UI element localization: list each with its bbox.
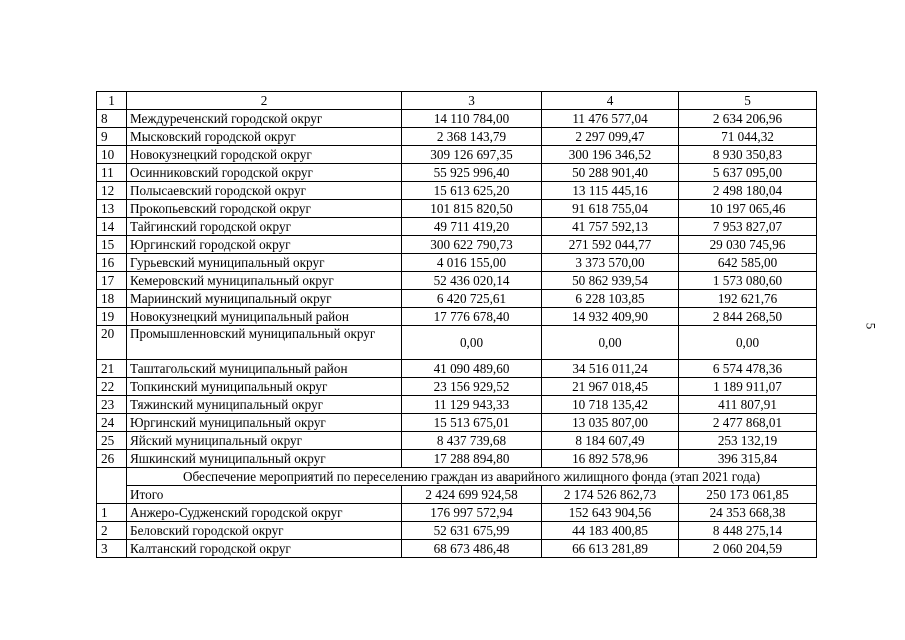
value-col4: 66 613 281,89	[542, 540, 679, 558]
municipality-name: Юргинский муниципальный округ	[127, 414, 402, 432]
value-col5: 2 498 180,04	[679, 182, 817, 200]
row-number: 23	[97, 396, 127, 414]
value-col3: 52 436 020,14	[402, 272, 542, 290]
value-col3: 0,00	[402, 326, 542, 360]
municipality-name: Новокузнецкий городской округ	[127, 146, 402, 164]
value-col3: 23 156 929,52	[402, 378, 542, 396]
table-row	[97, 540, 817, 558]
municipality-name: Калтанский городской округ	[127, 540, 402, 558]
row-number: 10	[97, 146, 127, 164]
value-col3: 55 925 996,40	[402, 164, 542, 182]
section-title: Обеспечение мероприятий по переселению граждан из аварийного жилищного фонда (этап 2021 года)	[127, 468, 817, 486]
value-col3: 4 016 155,00	[402, 254, 542, 272]
municipality-name: Промышленновский муниципальный округ	[127, 326, 402, 360]
value-col3: 49 711 419,20	[402, 218, 542, 236]
table-row	[97, 164, 817, 182]
municipality-name: Беловский городской округ	[127, 522, 402, 540]
value-col4: 271 592 044,77	[542, 236, 679, 254]
municipality-name: Яйский муниципальный округ	[127, 432, 402, 450]
value-col4: 13 035 807,00	[542, 414, 679, 432]
total-row	[97, 486, 817, 504]
table-row	[97, 504, 817, 522]
value-col4: 50 288 901,40	[542, 164, 679, 182]
table-row	[97, 254, 817, 272]
section-heading-row	[97, 468, 817, 486]
header-cell-4: 4	[542, 92, 679, 110]
table-row	[97, 360, 817, 378]
row-number: 21	[97, 360, 127, 378]
row-number: 9	[97, 128, 127, 146]
table-row	[97, 272, 817, 290]
header-cell-3: 3	[402, 92, 542, 110]
total-col3: 2 424 699 924,58	[402, 486, 542, 504]
value-col5: 10 197 065,46	[679, 200, 817, 218]
row-number: 14	[97, 218, 127, 236]
page-number: 5	[863, 322, 879, 330]
value-col4: 41 757 592,13	[542, 218, 679, 236]
row-number: 16	[97, 254, 127, 272]
municipality-name: Яшкинский муниципальный округ	[127, 450, 402, 468]
value-col4: 14 932 409,90	[542, 308, 679, 326]
value-col4: 0,00	[542, 326, 679, 360]
value-col3: 11 129 943,33	[402, 396, 542, 414]
table-row	[97, 290, 817, 308]
table-row	[97, 326, 817, 360]
row-number: 13	[97, 200, 127, 218]
value-col5: 1 189 911,07	[679, 378, 817, 396]
value-col5: 396 315,84	[679, 450, 817, 468]
table-body	[97, 92, 817, 558]
row-number: 20	[97, 326, 127, 360]
value-col3: 14 110 784,00	[402, 110, 542, 128]
total-label: Итого	[127, 486, 402, 504]
value-col5: 71 044,32	[679, 128, 817, 146]
value-col3: 17 776 678,40	[402, 308, 542, 326]
row-number: 2	[97, 522, 127, 540]
value-col3: 41 090 489,60	[402, 360, 542, 378]
municipality-name: Кемеровский муниципальный округ	[127, 272, 402, 290]
row-number: 19	[97, 308, 127, 326]
header-row	[97, 92, 817, 110]
value-col4: 16 892 578,96	[542, 450, 679, 468]
row-number: 12	[97, 182, 127, 200]
value-col3: 309 126 697,35	[402, 146, 542, 164]
header-cell-5: 5	[679, 92, 817, 110]
value-col4: 44 183 400,85	[542, 522, 679, 540]
table-row	[97, 182, 817, 200]
value-col3: 101 815 820,50	[402, 200, 542, 218]
value-col5: 5 637 095,00	[679, 164, 817, 182]
row-number: 17	[97, 272, 127, 290]
value-col5: 642 585,00	[679, 254, 817, 272]
municipality-name: Таштагольский муниципальный район	[127, 360, 402, 378]
value-col5: 411 807,91	[679, 396, 817, 414]
row-number: 24	[97, 414, 127, 432]
value-col3: 2 368 143,79	[402, 128, 542, 146]
row-number: 18	[97, 290, 127, 308]
municipality-name: Анжеро-Судженский городской округ	[127, 504, 402, 522]
value-col4: 10 718 135,42	[542, 396, 679, 414]
municipality-name: Междуреченский городской округ	[127, 110, 402, 128]
row-number: 3	[97, 540, 127, 558]
value-col5: 253 132,19	[679, 432, 817, 450]
table-row	[97, 218, 817, 236]
table-row	[97, 450, 817, 468]
value-col4: 13 115 445,16	[542, 182, 679, 200]
municipality-name: Тайгинский городской округ	[127, 218, 402, 236]
value-col3: 8 437 739,68	[402, 432, 542, 450]
row-number: 15	[97, 236, 127, 254]
total-col5: 250 173 061,85	[679, 486, 817, 504]
table-row	[97, 522, 817, 540]
header-cell-1: 1	[97, 92, 127, 110]
value-col3: 15 613 625,20	[402, 182, 542, 200]
value-col4: 8 184 607,49	[542, 432, 679, 450]
table-row	[97, 110, 817, 128]
row-number: 11	[97, 164, 127, 182]
section-number-cell	[97, 468, 127, 486]
value-col5: 29 030 745,96	[679, 236, 817, 254]
value-col4: 21 967 018,45	[542, 378, 679, 396]
table-row	[97, 432, 817, 450]
value-col3: 17 288 894,80	[402, 450, 542, 468]
total-number-cell	[97, 486, 127, 504]
municipality-name: Осинниковский городской округ	[127, 164, 402, 182]
value-col5: 7 953 827,07	[679, 218, 817, 236]
value-col3: 15 513 675,01	[402, 414, 542, 432]
value-col5: 192 621,76	[679, 290, 817, 308]
value-col5: 2 477 868,01	[679, 414, 817, 432]
municipality-name: Прокопьевский городской округ	[127, 200, 402, 218]
table-row	[97, 378, 817, 396]
value-col3: 6 420 725,61	[402, 290, 542, 308]
table-row	[97, 236, 817, 254]
value-col4: 6 228 103,85	[542, 290, 679, 308]
value-col5: 1 573 080,60	[679, 272, 817, 290]
row-number: 25	[97, 432, 127, 450]
value-col5: 0,00	[679, 326, 817, 360]
value-col3: 68 673 486,48	[402, 540, 542, 558]
value-col5: 24 353 668,38	[679, 504, 817, 522]
value-col4: 91 618 755,04	[542, 200, 679, 218]
total-col4: 2 174 526 862,73	[542, 486, 679, 504]
table-row	[97, 146, 817, 164]
municipality-name: Мариинский муниципальный округ	[127, 290, 402, 308]
value-col4: 152 643 904,56	[542, 504, 679, 522]
municipality-name: Гурьевский муниципальный округ	[127, 254, 402, 272]
value-col4: 34 516 011,24	[542, 360, 679, 378]
row-number: 22	[97, 378, 127, 396]
row-number: 1	[97, 504, 127, 522]
value-col4: 11 476 577,04	[542, 110, 679, 128]
value-col3: 300 622 790,73	[402, 236, 542, 254]
value-col5: 2 060 204,59	[679, 540, 817, 558]
value-col4: 3 373 570,00	[542, 254, 679, 272]
municipality-name: Полысаевский городской округ	[127, 182, 402, 200]
value-col5: 6 574 478,36	[679, 360, 817, 378]
table-row	[97, 414, 817, 432]
municipality-name: Юргинский городской округ	[127, 236, 402, 254]
header-cell-2: 2	[127, 92, 402, 110]
value-col3: 52 631 675,99	[402, 522, 542, 540]
value-col4: 50 862 939,54	[542, 272, 679, 290]
municipality-name: Мысковский городской округ	[127, 128, 402, 146]
value-col4: 300 196 346,52	[542, 146, 679, 164]
table-row	[97, 128, 817, 146]
value-col3: 176 997 572,94	[402, 504, 542, 522]
row-number: 8	[97, 110, 127, 128]
value-col5: 8 448 275,14	[679, 522, 817, 540]
value-col5: 2 844 268,50	[679, 308, 817, 326]
municipality-name: Тяжинский муниципальный округ	[127, 396, 402, 414]
municipality-name: Новокузнецкий муниципальный район	[127, 308, 402, 326]
value-col5: 2 634 206,96	[679, 110, 817, 128]
table-row	[97, 396, 817, 414]
funding-table	[96, 91, 817, 558]
table-row	[97, 200, 817, 218]
value-col5: 8 930 350,83	[679, 146, 817, 164]
table-row	[97, 308, 817, 326]
row-number: 26	[97, 450, 127, 468]
value-col4: 2 297 099,47	[542, 128, 679, 146]
municipality-name: Топкинский муниципальный округ	[127, 378, 402, 396]
